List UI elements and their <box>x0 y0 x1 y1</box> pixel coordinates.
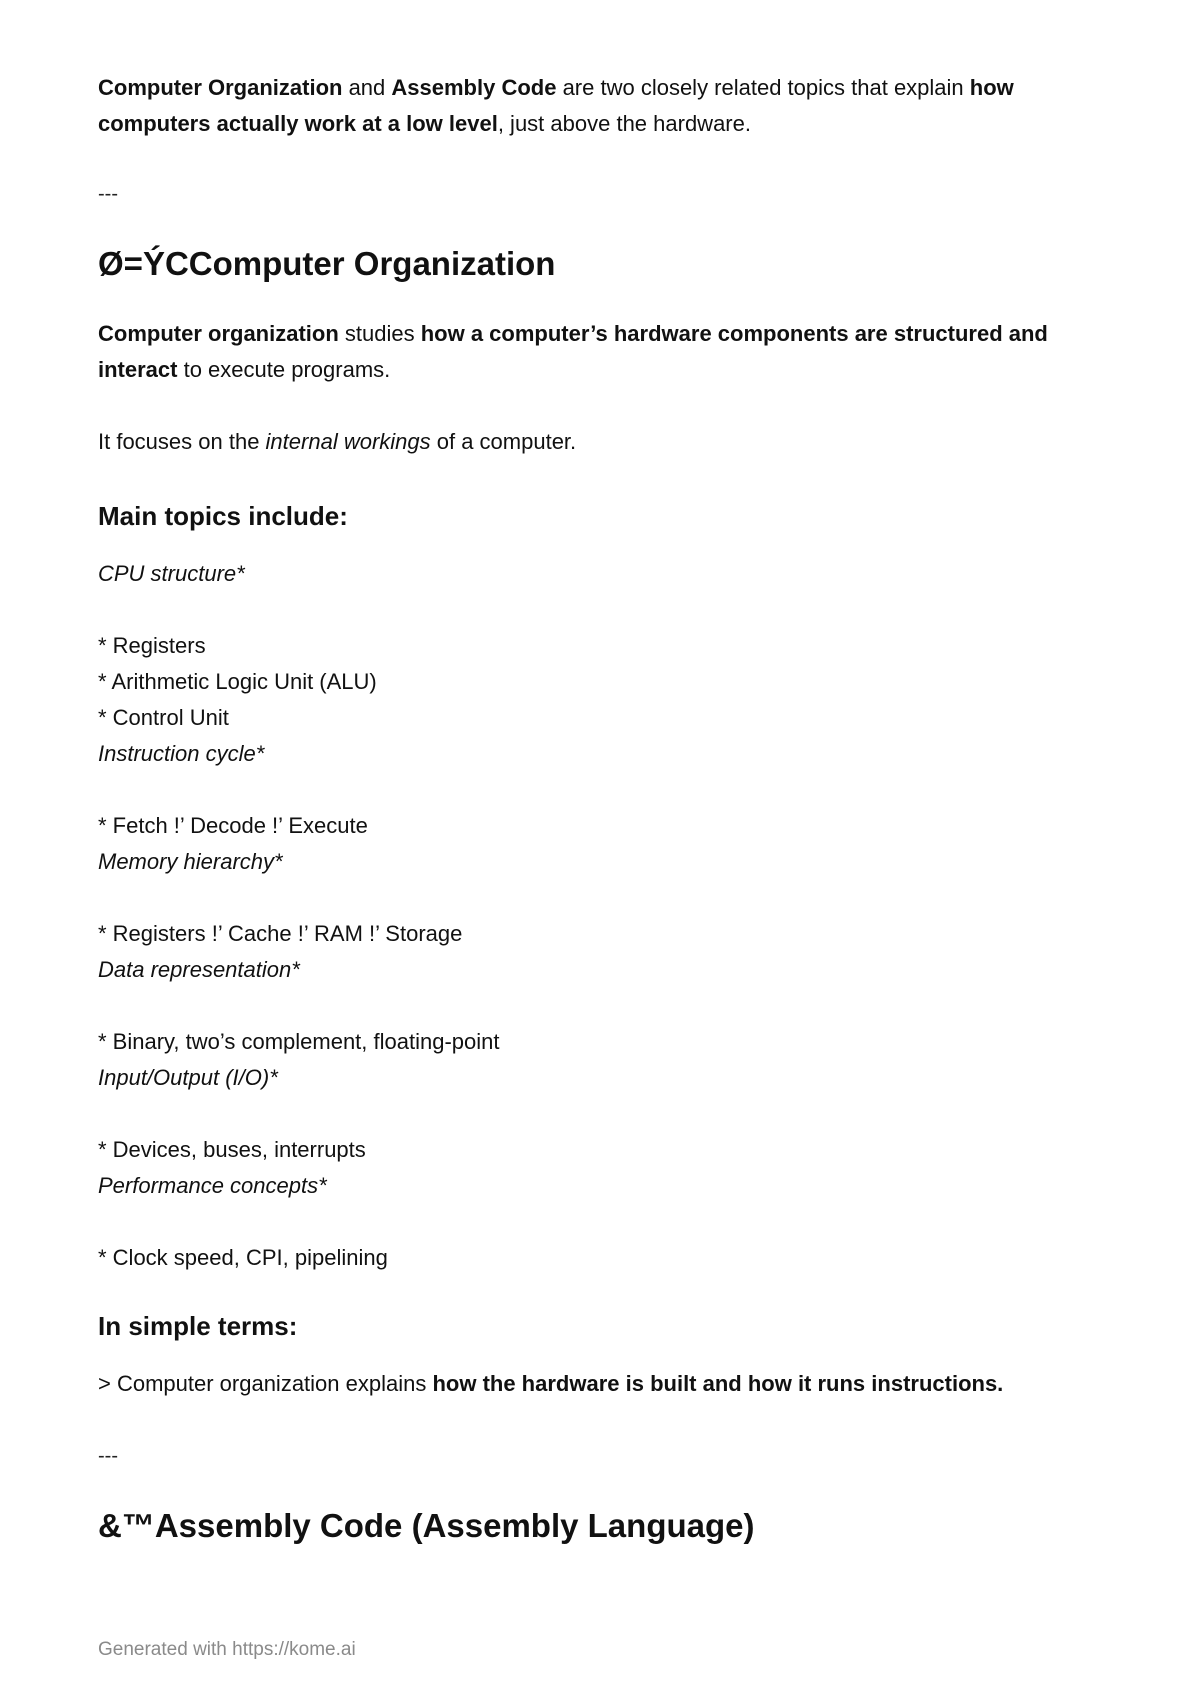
section-heading-assembly-code: &™Assembly Code (Assembly Language) <box>98 1507 755 1544</box>
intro-bold-low-level: how computers actually work at a low level <box>98 75 1014 136</box>
topic-label-text: Performance concepts* <box>98 1173 327 1198</box>
topic-bullet: * Clock speed, CPI, pipelining <box>98 1245 388 1270</box>
intro-paragraph <box>98 70 1118 142</box>
topic-label-text: Instruction cycle* <box>98 741 265 766</box>
quote-text: > Computer organization explains <box>98 1371 433 1396</box>
topic-label-text: Memory hierarchy* <box>98 849 283 874</box>
definition-paragraph <box>98 316 1118 388</box>
topic-label <box>98 1168 1118 1204</box>
topic-bullet: * Registers <box>98 633 206 658</box>
intro-text-2: are two closely related topics that explain <box>556 75 970 100</box>
definition-bold-term: Computer organization <box>98 321 339 346</box>
definition-text-1: studies <box>338 321 421 346</box>
definition-text-2: to execute programs. <box>177 357 391 382</box>
document-page <box>98 70 1118 1578</box>
topic-label <box>98 1060 1118 1096</box>
footer-generated-with: Generated with https://kome.ai <box>98 1639 356 1660</box>
topic-bullet: * Devices, buses, interrupts <box>98 1137 366 1162</box>
focus-paragraph <box>98 424 1118 460</box>
topic-bullet: * Fetch !’ Decode !’ Execute <box>98 813 368 838</box>
topic-label <box>98 844 1118 880</box>
topic-label-text: Input/Output (I/O)* <box>98 1065 278 1090</box>
topic-bullet: * Binary, two’s complement, floating-point <box>98 1029 500 1054</box>
intro-text-1: and <box>342 75 392 100</box>
focus-text-2: of a computer. <box>430 429 577 454</box>
intro-bold-computer-organization: Computer Organization <box>98 75 343 100</box>
topic-label <box>98 736 1118 772</box>
topic-bullet: * Arithmetic Logic Unit (ALU) <box>98 669 377 694</box>
topic-label <box>98 556 1118 592</box>
separator-1: --- <box>98 183 118 205</box>
intro-bold-assembly-code: Assembly Code <box>391 75 557 100</box>
simple-terms-heading: In simple terms: <box>98 1311 298 1341</box>
quote-bold: how the hardware is built and how it runs instructions. <box>432 1371 1004 1396</box>
topic-label-text: Data representation* <box>98 957 300 982</box>
definition-bold-phrase: how a computer’s hardware components are structured and interact <box>98 321 1048 382</box>
section-heading-computer-organization: Ø=ÝCComputer Organization <box>98 245 556 282</box>
topics-heading: Main topics include: <box>98 501 348 531</box>
topic-label-text: CPU structure* <box>98 561 245 586</box>
topic-bullet: * Control Unit <box>98 705 229 730</box>
intro-text-3: , just above the hardware. <box>497 111 751 136</box>
focus-italic: internal workings <box>265 429 431 454</box>
simple-terms-quote <box>98 1366 1118 1402</box>
focus-text-1: It focuses on the <box>98 429 266 454</box>
topics-list <box>98 556 1118 1276</box>
topic-bullet: * Registers !’ Cache !’ RAM !’ Storage <box>98 921 463 946</box>
separator-2: --- <box>98 1445 118 1467</box>
topic-label <box>98 952 1118 988</box>
